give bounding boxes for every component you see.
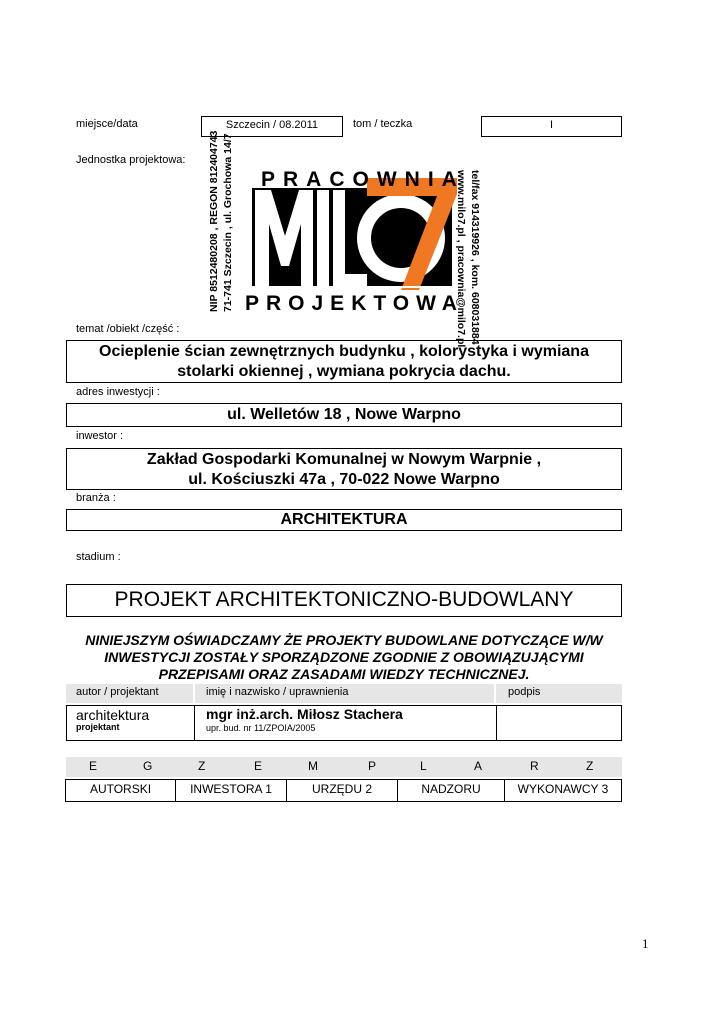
- row-divider: [194, 705, 195, 741]
- investor-line-1: Zakład Gospodarki Komunalnej w Nowym Warpnie ,: [146, 451, 542, 468]
- logo-web-email: www.milo7.pl , pracownia@milo7.pl: [455, 170, 467, 348]
- volume-field: [481, 116, 622, 137]
- copies-letter: P: [368, 759, 377, 773]
- copies-letter: L: [420, 759, 427, 773]
- copy-office: URZĘDU 2: [287, 780, 398, 801]
- address-box: [66, 403, 622, 427]
- header-divider: [494, 684, 496, 703]
- copies-letter: A: [474, 759, 483, 773]
- volume-label: tom / teczka: [353, 118, 413, 130]
- row-divider: [496, 705, 497, 741]
- header-divider: [193, 684, 195, 703]
- stage-box: [66, 584, 622, 617]
- logo-bottom-word: PROJEKTOWA: [245, 292, 464, 315]
- copies-letter: Z: [198, 759, 206, 773]
- col-author-header: autor / projektant: [76, 686, 159, 698]
- discipline: architektura: [76, 707, 150, 723]
- volume-value: I: [549, 119, 554, 131]
- topic-box: [66, 340, 622, 383]
- signature-field: [500, 707, 618, 737]
- copies-letter: G: [143, 759, 153, 773]
- topic-line-1: Ocieplenie ścian zewnętrznych budynku , kolorystyka i wymiana: [99, 343, 589, 360]
- logo-top-word: PRACOWNIA: [261, 168, 465, 191]
- stage-label: stadium :: [76, 551, 121, 563]
- investor-box: [66, 448, 622, 490]
- stage-value: PROJEKT ARCHITEKTONICZNO-BUDOWLANY: [114, 588, 574, 611]
- declaration-line-1: NINIEJSZYM OŚWIADCZAMY ŻE PROJEKTY BUDOWLANE DOTYCZĄCE W/W: [85, 632, 603, 648]
- place-date-label: miejsce/data: [76, 118, 138, 130]
- logo-nip-regon: NIP 8512480208 , REGON 812404743: [208, 130, 220, 312]
- role: projektant: [76, 722, 120, 732]
- declaration-line-2: INWESTYCJI ZOSTAŁY SPORZĄDZONE ZGODNIE Z OBOWIĄZUJĄCYMI: [104, 649, 584, 665]
- copies-letter: Z: [586, 759, 594, 773]
- company-logo: [205, 158, 495, 318]
- topic-line-2: stolarki okiennej , wymiana pokrycia dachu.: [177, 363, 511, 380]
- col-signature-header: podpis: [508, 686, 541, 698]
- declaration: [66, 632, 622, 683]
- copies-letter: E: [89, 759, 98, 773]
- branch-value: ARCHITEKTURA: [280, 511, 408, 528]
- copy-author: AUTORSKI: [66, 780, 176, 801]
- copy-investor: INWESTORA 1: [176, 780, 287, 801]
- logo-phone: tel/fax 914319926 , kom. 608031884: [469, 170, 481, 345]
- logo-address: 71-741 Szczecin , ul. Grochowa 14/7: [222, 133, 234, 312]
- copies-letter: E: [254, 759, 263, 773]
- design-unit-label: Jednostka projektowa:: [76, 154, 186, 166]
- investor-line-2: ul. Kościuszki 47a , 70-022 Nowe Warpno: [188, 471, 500, 488]
- declaration-line-3: PRZEPISAMI ORAZ ZASADAMI WIEDZY TECHNICZNEJ.: [158, 666, 530, 682]
- copy-supervision: NADZORU: [398, 780, 505, 801]
- designer-name: mgr inż.arch. Miłosz Stachera: [206, 706, 403, 722]
- col-name-header: imię i nazwisko / uprawnienia: [206, 686, 349, 698]
- investor-label: inwestor :: [76, 430, 124, 442]
- branch-label: branża :: [76, 492, 116, 504]
- topic-label: temat /obiekt /część :: [76, 323, 180, 335]
- license-number: upr. bud. nr 11/ZPOIA/2005: [206, 723, 316, 733]
- copies-letter: R: [530, 759, 539, 773]
- branch-box: [66, 509, 622, 531]
- copies-letter: M: [308, 759, 318, 773]
- copy-contractor: WYKONAWCY 3: [517, 782, 609, 796]
- address-label: adres inwestycji :: [76, 386, 160, 398]
- place-date-value: Szczecin / 08.2011: [225, 119, 319, 131]
- page-number: 1: [642, 936, 649, 951]
- address-value: ul. Welletów 18 , Nowe Warpno: [227, 406, 461, 423]
- logo-main-mark: [205, 158, 206, 159]
